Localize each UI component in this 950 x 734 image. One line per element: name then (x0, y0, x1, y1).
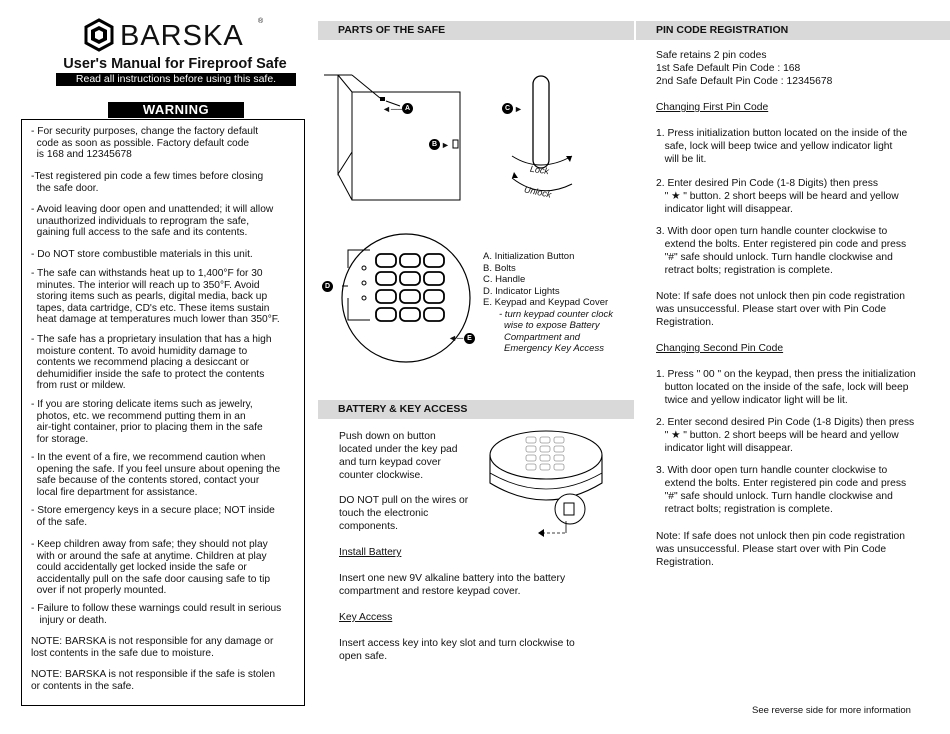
arrow-e-icon: ◄─ (448, 333, 464, 343)
warning-item: - Failure to follow these warnings could result in serious injury or death. (31, 603, 282, 626)
arrow-a-icon: ◄── (382, 104, 404, 114)
arrow-c-icon: ► (514, 104, 523, 114)
warning-item: -Test registered pin code a few times before closing the safe door. (31, 171, 264, 194)
battery-heading: BATTERY & KEY ACCESS (318, 400, 634, 419)
legend-item: C. Handle (483, 274, 526, 285)
battery-caution: DO NOT pull on the wires or touch the electronic components. (339, 495, 469, 532)
parts-heading: PARTS OF THE SAFE (318, 21, 634, 40)
read-instructions-note: Read all instructions before using this safe. (56, 73, 296, 86)
keypad-cover-diagram (486, 425, 616, 540)
warning-item: - The safe has a proprietary insulation that has a high moisture content. To avoid humidity damage to contents we recommend placing a desiccant or dehumidifier inside the safe to protect the contents from rust or mildew. (31, 334, 272, 392)
footer-note: See reverse side for more information (752, 705, 911, 716)
label-c: C (502, 103, 513, 114)
warning-item: - Avoid leaving door open and unattended; it will allow unauthorized individuals to reprogram the safe, gaining full access to the safe and its contents. (31, 204, 274, 239)
second-pin-note: Note: If safe does not unlock then pin code registration was unsuccessful. Please start over with Pin Code Registration. (656, 531, 905, 568)
first-pin-step: 3. With door open turn handle counter clockwise to extend the bolts. Enter registered pin code and press "#" safe should unlock. Turn handle clockwise and retract bolts; registration is complete. (656, 226, 907, 276)
legend-item: B. Bolts (483, 263, 516, 274)
first-pin-step: 2. Enter desired Pin Code (1-8 Digits) then press " ★ " button. 2 short beeps will be heard and yellow indicator light will disappear. (656, 178, 899, 215)
pin-heading: PIN CODE REGISTRATION (636, 21, 950, 40)
warning-item: - In the event of a fire, we recommend caution when opening the safe. If you feel unsure about opening the safe because of the contents stored, contact your local fire department for assistance. (31, 452, 281, 498)
second-pin-step: 2. Enter second desired Pin Code (1-8 Digits) then press " ★ " button. 2 short beeps will be heard and yellow indicator light will disappear. (656, 417, 915, 454)
second-pin-step: 3. With door open turn handle counter clockwise to extend the bolts. Enter registered pin code and press "#" safe should unlock. Turn handle clockwise and retract bolts; registration is complete. (656, 465, 907, 515)
lock-label: Lock (529, 163, 550, 177)
first-pin-heading: Changing First Pin Code (656, 102, 769, 113)
brand-logo (82, 18, 272, 52)
pin-intro: Safe retains 2 pin codes 1st Safe Default Pin Code : 168 2nd Safe Default Pin Code : 12345678 (656, 50, 833, 87)
first-pin-note: Note: If safe does not unlock then pin code registration was unsuccessful. Please start over with Pin Code Registration. (656, 291, 905, 328)
legend-item: E. Keypad and Keypad Cover (483, 297, 609, 308)
key-access-heading: Key Access (339, 612, 393, 623)
label-d: D (322, 281, 333, 292)
warning-item: - Do NOT store combustible materials in this unit. (31, 249, 253, 260)
label-b: B (429, 139, 440, 150)
registered-mark: ® (258, 18, 264, 25)
legend-sub-item: Compartment and (504, 332, 581, 343)
install-battery-heading: Install Battery (339, 547, 402, 558)
warning-item: - For security purposes, change the factory default code as soon as possible. Factory default code is 168 and 12345678 (31, 126, 259, 161)
safe-door-diagram (322, 70, 482, 210)
warning-note: NOTE: BARSKA is not responsible if the safe is stolen or contents in the safe. (31, 669, 276, 692)
barska-logo-icon (82, 18, 116, 52)
brand-name: BARSKA (120, 20, 244, 52)
warning-item: - If you are storing delicate items such as jewelry, photos, etc. we recommend putting them in an air-tight container, prior to placing them in the safe for storage. (31, 399, 263, 445)
unlock-label: Unlock (523, 184, 553, 200)
label-e: E (464, 333, 475, 344)
warning-item: - The safe can withstands heat up to 1,400°F for 30 minutes. The interior will reach up to 350°F. Avoid storing items such as pearls, digital media, back up tapes, data cartridge, CD's etc. These items sustain heat damage at temperatures much lower than 350°F. (31, 268, 280, 326)
legend-sub-item: Emergency Key Access (504, 343, 604, 354)
battery-instructions: Push down on button located under the key pad and turn keypad cover counter clockwise. (339, 431, 458, 481)
warning-heading: WARNING (108, 102, 244, 118)
key-access-text: Insert access key into key slot and turn clockwise to open safe. (339, 638, 575, 662)
warning-note: NOTE: BARSKA is not responsible for any damage or lost contents in the safe due to moisture. (31, 636, 274, 659)
label-a: A (402, 103, 413, 114)
second-pin-step: 1. Press " 00 " on the keypad, then press the initialization button located on the inside of the safe, lock will beep twice and yellow indicator light will be lit. (656, 369, 916, 406)
manual-title: User's Manual for Fireproof Safe (63, 56, 287, 72)
legend-sub-item: - turn keypad counter clock (499, 309, 614, 320)
legend-item: A. Initialization Button (483, 251, 575, 262)
second-pin-heading: Changing Second Pin Code (656, 343, 784, 354)
warning-item: - Store emergency keys in a secure place; NOT inside of the safe. (31, 505, 275, 528)
legend-item: D. Indicator Lights (483, 286, 560, 297)
warning-item: - Keep children away from safe; they should not play with or around the safe at anytime. Children at play could accidentally get locked inside the safe or accidentally pull on the safe door causing safe to tip over if not properly mounted. (31, 539, 270, 597)
first-pin-step: 1. Press initialization button located on the inside of the safe, lock will beep twice and yellow indicator light will be lit. (656, 128, 908, 165)
install-battery-text: Insert one new 9V alkaline battery into the battery compartment and restore keypad cover. (339, 573, 566, 597)
arrow-b-icon: ► (441, 140, 450, 150)
legend-sub-item: wise to expose Battery (504, 320, 600, 331)
keypad-diagram (340, 228, 480, 368)
